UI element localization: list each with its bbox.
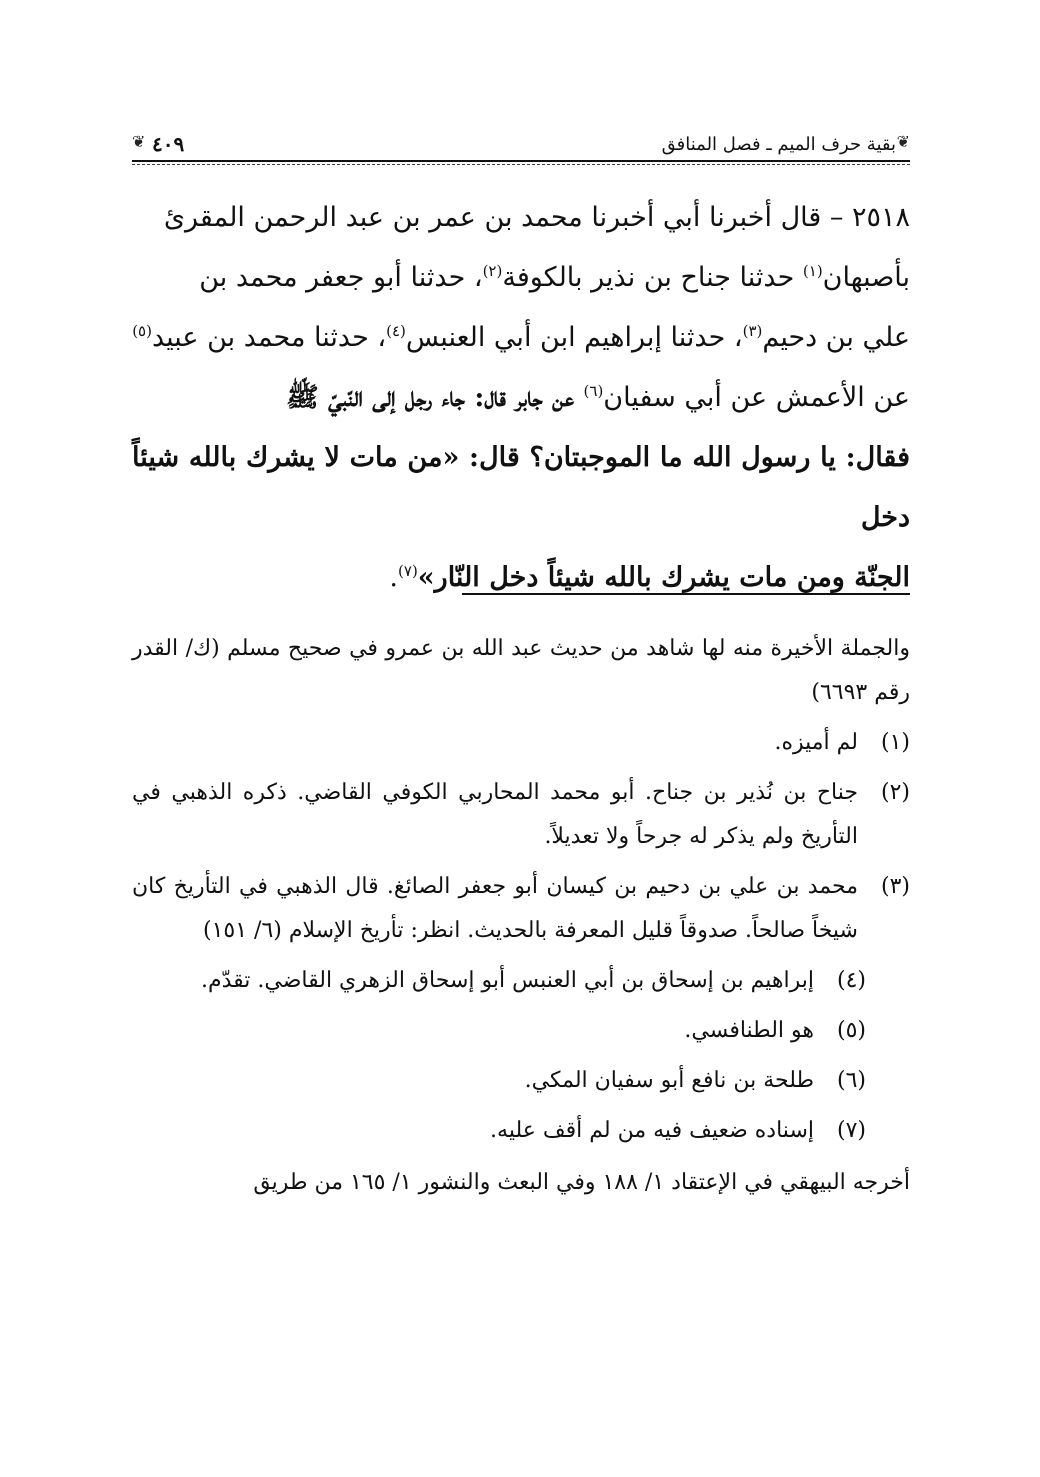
hadith-text: عن جابر قال: جاء رجل إلى النّبيّ ﷺ [286,382,584,413]
footnote-item [132,771,910,859]
footnote-item [132,1009,910,1053]
footnote-ref: (٦) [583,382,604,400]
footnote-divider [462,593,910,595]
ornament-icon: ❦ [896,132,910,151]
text-run: بأصبهان [822,262,910,293]
footnote-ref: (٧) [398,562,418,580]
text-run: ، حدثنا أبو جعفر محمد بن [199,262,483,293]
footnote-ref: (١) [802,262,823,280]
footnote-number: (٢) [880,780,910,805]
hadith-text: فقال: يا رسول الله ما الموجبتان؟ قال: «من مات لا يشرك بالله شيئاً دخل [132,442,910,533]
footnote-number: (١) [880,730,910,755]
footnote-text: جناح بن نُذير بن جناح. أبو محمد المحاربي الكوفي القاضي. ذكره الذهبي في التأريخ ولم يذكر له جرحاً ولا تعديلاً. [132,780,858,849]
footnote-text: لم أميزه. [774,730,858,755]
footnote-ref: (٤) [386,322,406,340]
text-line [132,428,910,548]
footnote-item [132,1059,910,1103]
text-line [132,248,910,308]
text-run: حدثنا جناح بن نذير بالكوفة [502,262,803,293]
text-line [132,308,910,368]
footnote-number: (٣) [880,874,910,899]
text-run: ، حدثنا إبراهيم ابن أبي العنبس [405,322,743,353]
footnote-item [132,865,910,953]
header-rule [132,160,910,162]
footnote-number: (٦) [836,1068,866,1093]
text-run: علي بن دحيم [762,322,910,353]
footnote-ref: (٢) [482,262,503,280]
hadith-text: الجنّة ومن مات يشرك بالله شيئاً دخل النّار» [417,562,910,593]
footnote-ref: (٥) [132,322,152,340]
footnote-ref: (٣) [742,322,763,340]
footnote-text: محمد بن علي بن دحيم بن كيسان أبو جعفر الصائغ. قال الذهبي في التأريخ كان شيخاً صالحاً. صدوقاً قليل المعرفة بالحديث. انظر: تأريخ الإسلام (٦/ ١٥١) [132,874,858,943]
footnote-item [132,1109,910,1153]
header-border-pattern [132,164,910,165]
text-line [132,188,910,248]
footnote-number: (٤) [836,968,866,993]
text-run: ، حدثنا محمد بن عبيد [151,322,387,353]
footnote-number: (٥) [836,1018,866,1043]
text-run: . [389,562,399,593]
footnote-text: طلحة بن نافع أبو سفيان المكي. [524,1068,814,1093]
footnotes [132,627,910,1205]
footnote-continuation: والجملة الأخيرة منه لها شاهد من حديث عبد الله بن عمرو في صحيح مسلم (ك/ القدر رقم ٦٦٩٣) [132,636,910,705]
ornament-icon: ❦ [132,132,146,151]
footnote-number: (٧) [836,1118,866,1143]
footnote-item [132,959,910,1003]
text-run: ٢٥١٨ – قال أخبرنا أبي أخبرنا محمد بن عمر بن عبد الرحمن المقرئ [163,202,910,233]
page-number: ٤٠٩ [152,132,185,156]
footnote-text: إسناده ضعيف فيه من لم أقف عليه. [490,1118,814,1143]
text-run: عن الأعمش عن أبي سفيان [603,382,910,413]
text-line [132,368,910,428]
page-header [132,128,910,170]
text-line [132,548,910,608]
main-text [132,188,910,608]
running-title: بقية حرف الميم ـ فصل المنافق [661,134,896,155]
footnote-text: هو الطنافسي. [684,1018,814,1043]
footnote-text: إبراهيم بن إسحاق بن أبي العنبس أبو إسحاق الزهري القاضي. تقدّم. [201,968,814,993]
footnote-tail: أخرجه البيهقي في الإعتقاد ١/ ١٨٨ وفي البعث والنشور ١/ ١٦٥ من طريق [253,1170,910,1195]
footnote-item [132,721,910,765]
